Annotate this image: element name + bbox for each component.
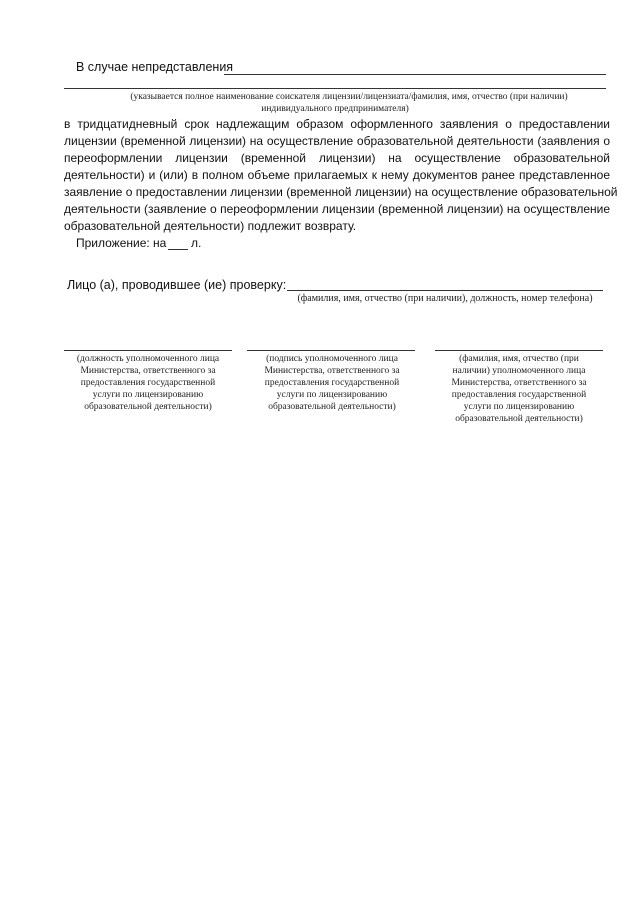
caption-line: услуги по лицензированию: [276, 390, 388, 400]
signature-block-signature: [242, 353, 422, 413]
attachment-pages-field[interactable]: [168, 249, 188, 250]
inspector-name-field[interactable]: [287, 290, 603, 291]
caption-line: образовательной деятельности): [268, 402, 396, 412]
applicant-caption: [64, 91, 606, 115]
applicant-name-field[interactable]: [224, 74, 606, 75]
caption-line: предоставления государственной: [264, 378, 400, 388]
caption-line: Министерства, ответственного за: [264, 366, 400, 376]
caption-line: (фамилия, имя, отчество (при: [459, 354, 579, 364]
caption-line: (должность уполномоченного лица: [76, 354, 220, 364]
attachment-suffix: л.: [191, 236, 202, 250]
intro-label: В случае непредставления: [76, 60, 234, 74]
caption-line: образовательной деятельности): [455, 414, 583, 424]
body-line-2: лицензии (временной лицензии) на осуществление образовательной деятельности (заявления о: [64, 134, 610, 148]
body-line-4: деятельности) и (или) в полном объеме прилагаемых к нему документов ранее представленное: [64, 168, 610, 182]
body-line-5: заявление о предоставлении лицензии (временной лицензии) на осуществление образовательной: [64, 185, 618, 199]
caption-line: Министерства, ответственного за: [80, 366, 216, 376]
body-line-7: образовательной деятельности) подлежит возврату.: [64, 219, 357, 233]
inspector-label: Лицо (а), проводившее (ие) проверку:: [67, 278, 287, 292]
caption-line: наличии) уполномоченного лица: [452, 366, 586, 376]
applicant-caption-line1: (указывается полное наименование соискателя лицензии/лицензиата/фамилия, имя, отчество (при наличии): [130, 92, 568, 102]
caption-line: услуги по лицензированию: [92, 390, 204, 400]
body-line-6: деятельности (заявление о переоформлении лицензии (временной лицензии) на осуществление: [64, 202, 610, 216]
signature-block-name: [428, 353, 610, 425]
caption-line: предоставления государственной: [451, 390, 587, 400]
attachment-label: Приложение: на: [76, 236, 167, 250]
caption-line: (подпись уполномоченного лица: [266, 354, 398, 364]
body-line-1: в тридцатидневный срок надлежащим образом оформленного заявления о предоставлении: [64, 117, 610, 131]
official-name-field[interactable]: [435, 350, 603, 351]
caption-line: услуги по лицензированию: [463, 402, 575, 412]
official-signature-field[interactable]: [247, 350, 415, 351]
signature-block-position: [58, 353, 238, 413]
applicant-name-field-line2[interactable]: [64, 88, 606, 89]
applicant-caption-line2: индивидуального предпринимателя): [261, 104, 409, 114]
body-line-3: переоформлении лицензии (временной лицензии) на осуществление образовательной: [64, 151, 610, 165]
inspector-caption: (фамилия, имя, отчество (при наличии), должность, номер телефона): [297, 293, 593, 304]
caption-line: Министерства, ответственного за: [451, 378, 587, 388]
official-position-field[interactable]: [64, 350, 232, 351]
caption-line: образовательной деятельности): [84, 402, 212, 412]
caption-line: предоставления государственной: [80, 378, 216, 388]
